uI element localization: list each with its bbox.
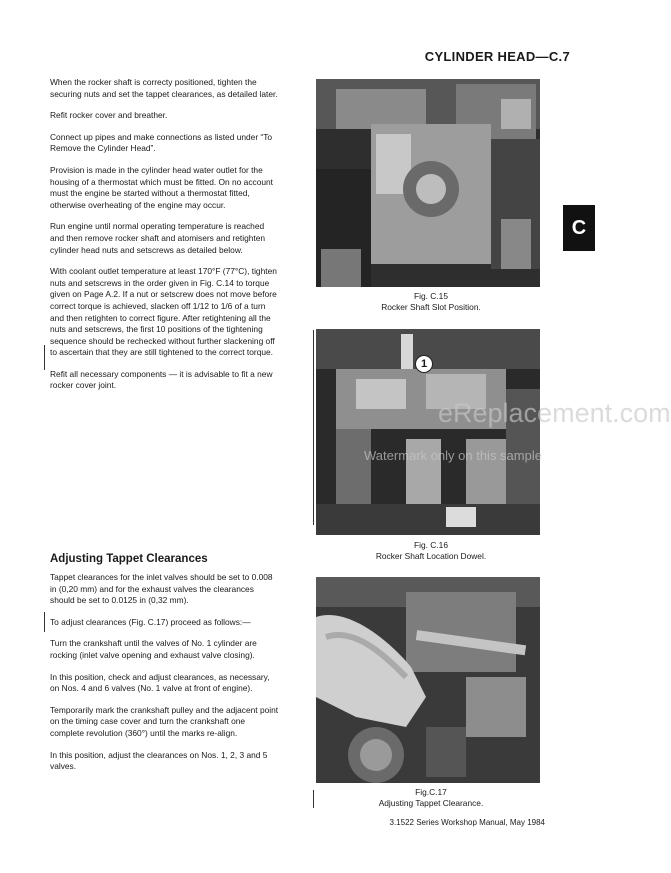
paragraph: To adjust clearances (Fig. C.17) proceed as follows:— (50, 616, 251, 627)
figure-number: Fig.C.17 (415, 787, 447, 797)
paragraph: Refit rocker cover and breather. (50, 110, 168, 121)
paragraph: Tappet clearances for the inlet valves should be set to 0.008 in (0,20 mm) and for the exhaust valves the clearances should be set to 0.0125 in (0,32 mm). (50, 572, 273, 606)
figure-number: Fig. C.16 (414, 540, 448, 550)
page-header: CYLINDER HEAD—C.7 (424, 49, 570, 64)
paragraph: Refit all necessary components — it is advisable to fit a new rocker cover joint. (50, 368, 273, 391)
paragraph: In this position, check and adjust clearances, as necessary, on Nos. 4 and 6 valves (No. 1 valve at front of engine). (50, 671, 270, 694)
paragraph: With coolant outlet temperature at least 170°F (77°C), tighten nuts and setscrews in the order given in Fig. C.14 to torque given on Page A.2. If a nut or setscrew does not move before correct torque is achieved, slacken off 1/12 to 1/6 of a turn and then retighten to correct figure. After retightening all the nuts and setscrews, the first 10 positions of the tightening sequence should be rechecked without further slackening off to ascertain that they are still tightened to the correct torque. (50, 266, 277, 358)
paragraph: Run engine until normal operating temperature is reached and then remove rocker shaft and atomisers and retighten cylinder head nuts and setscrews as detailed below. (50, 221, 266, 255)
text-column-top (50, 77, 280, 402)
revision-mark (313, 790, 314, 808)
section-tab: C (563, 205, 595, 251)
paragraph: Turn the crankshaft until the valves of No. 1 cylinder are rocking (inlet valve opening and exhaust valve closing). (50, 638, 257, 660)
paragraph: When the rocker shaft is correcty positioned, tighten the securing nuts and set the tappet clearances, as detailed later. (50, 77, 278, 99)
photo-rocker-shaft-slot (316, 79, 540, 287)
page-footer: 3.1522 Series Workshop Manual, May 1984 (389, 818, 545, 827)
revision-mark (44, 345, 45, 370)
paragraph: Provision is made in the cylinder head water outlet for the housing of a thermostat which must be fitted. On no account must the engine be started without a thermostat fitted, otherwise overheating of the engine may occur. (50, 164, 273, 210)
text-column-bottom (50, 572, 280, 783)
watermark-sub: Watermark only on this sample (364, 448, 542, 463)
photo-adjusting-tappet (316, 577, 540, 783)
paragraph: In this position, adjust the clearances on Nos. 1, 2, 3 and 5 valves. (50, 749, 268, 772)
watermark-main: eReplacement.com (438, 398, 671, 428)
paragraph: Temporarily mark the crankshaft pulley and the adjacent point on the timing case cover and turn the crankshaft one complete revolution (360°) until the marks re-align. (50, 704, 279, 738)
figure-caption: Rocker Shaft Location Dowel. (375, 551, 487, 561)
figure-caption: Adjusting Tappet Clearance. (378, 798, 484, 808)
callout-marker: 1 (415, 355, 433, 373)
paragraph: Connect up pipes and make connections as listed under “To Remove the Cylinder Head”. (50, 131, 273, 154)
figure-number: Fig. C.15 (414, 291, 448, 301)
revision-mark (313, 330, 314, 525)
figure-caption: Rocker Shaft Slot Position. (381, 302, 481, 312)
revision-mark (44, 612, 45, 632)
section-title: Adjusting Tappet Clearances (50, 553, 208, 565)
